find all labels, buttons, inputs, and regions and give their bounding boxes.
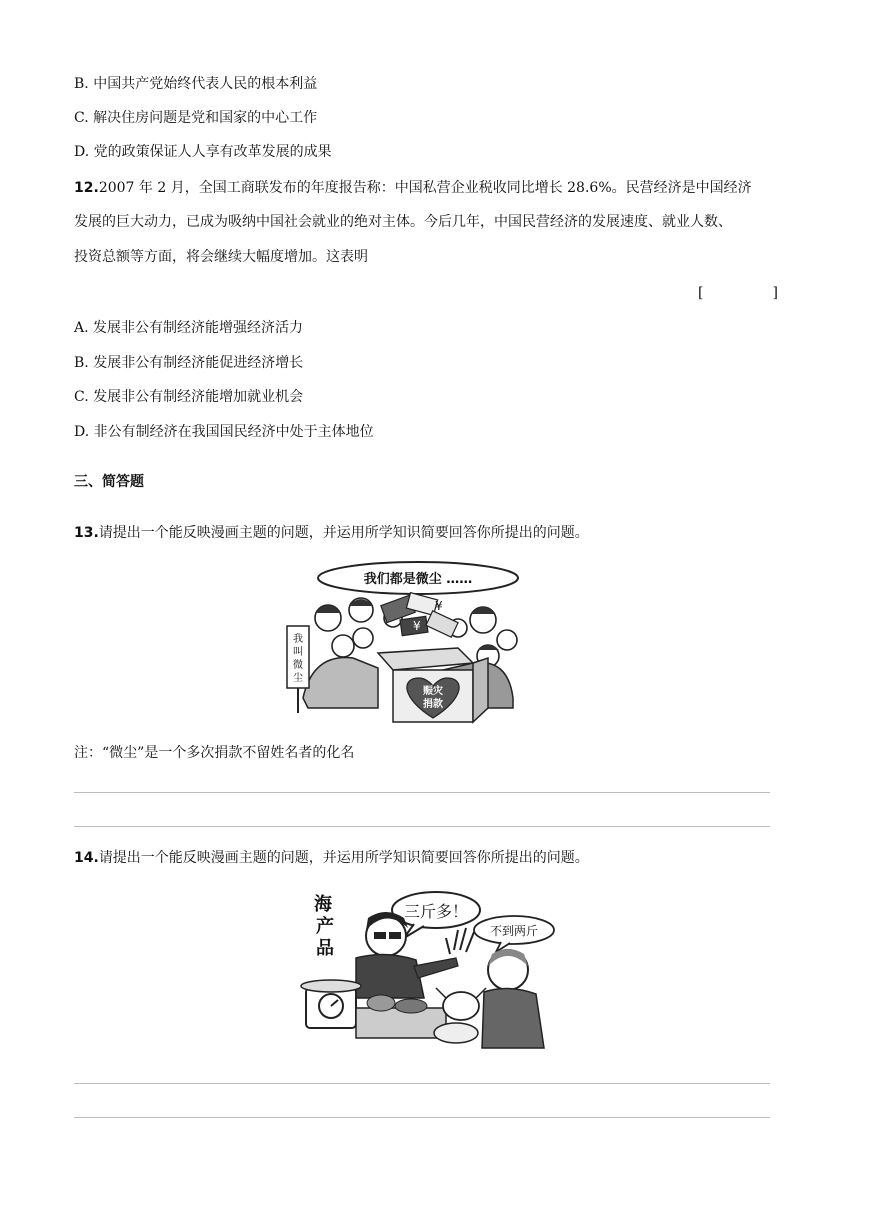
q14-prompt [74,848,589,868]
cartoon-bubble-text: 我们都是微尘 …… [363,572,473,587]
q12-option-a [74,318,303,338]
svg-text:赈灾: 赈灾 [423,686,443,697]
donation-cartoon [283,558,523,726]
q12-stem-line-2: 发展的巨大动力，已成为吸纳中国社会就业的绝对主体。今后几年，中国民营经济的发展速度、就业人数、 [74,214,732,230]
svg-text:¥: ¥ [435,599,443,613]
q11-option-b [74,74,317,94]
option-label: D. [74,144,90,160]
bracket-close: ] [772,285,778,301]
q12-stem-line-3: 投资总额等方面，将会继续大幅度增加。这表明 [74,249,368,265]
option-text: 发展非公有制经济能增加就业机会 [93,389,304,405]
svg-text:¥: ¥ [413,619,421,633]
q12-option-d [74,422,374,442]
question-number: 12. [74,180,99,196]
option-label: C. [74,389,89,405]
cartoon-sign-text: 我叫微尘 [293,634,303,684]
q13-answer-line-1[interactable] [74,792,770,793]
option-label: C. [74,110,89,126]
cartoon-bubble-1: 三斤多！ [403,902,469,921]
seafood-cartoon [296,888,566,1053]
option-label: B. [74,355,89,371]
q12-stem-line-1 [74,178,752,198]
prompt-text: 请提出一个能反映漫画主题的问题，并运用所学知识简要回答你所提出的问题。 [98,850,589,866]
option-label: D. [74,424,90,440]
stem-text: 2007 年 2 月，全国工商联发布的年度报告称：中国私营企业税收同比增长 28.6%。民营经济是中国经济 [98,180,752,196]
q12-option-c [74,387,303,407]
bracket-open: [ [698,285,704,301]
q14-answer-line-1[interactable] [74,1083,770,1084]
q13-note: 注：“微尘”是一个多次捐款不留姓名者的化名 [74,745,355,761]
question-number: 13. [74,525,99,541]
option-text: 党的政策保证人人享有改革发展的成果 [93,144,332,160]
q12-option-b [74,353,303,373]
svg-text:捐款: 捐款 [423,699,443,710]
question-number: 14. [74,850,99,866]
option-text: 发展非公有制经济能促进经济增长 [93,355,304,371]
answer-bracket [698,283,778,303]
q13-prompt [74,523,589,543]
prompt-text: 请提出一个能反映漫画主题的问题，并运用所学知识简要回答你所提出的问题。 [98,525,589,541]
q13-answer-line-2[interactable] [74,826,770,827]
q11-option-d [74,142,332,162]
option-text: 解决住房问题是党和国家的中心工作 [93,110,318,126]
cartoon-bubble-2: 不到两斤 [489,924,539,938]
option-text: 非公有制经济在我国国民经济中处于主体地位 [93,424,374,440]
cartoon-sign-text: 海产品 [314,894,334,959]
option-text: 中国共产党始终代表人民的根本利益 [93,76,318,92]
option-label: B. [74,76,89,92]
q11-option-c [74,108,317,128]
section-heading: 三、简答题 [74,474,144,490]
option-label: A. [74,320,89,336]
option-text: 发展非公有制经济能增强经济活力 [93,320,304,336]
q14-answer-line-2[interactable] [74,1117,770,1118]
